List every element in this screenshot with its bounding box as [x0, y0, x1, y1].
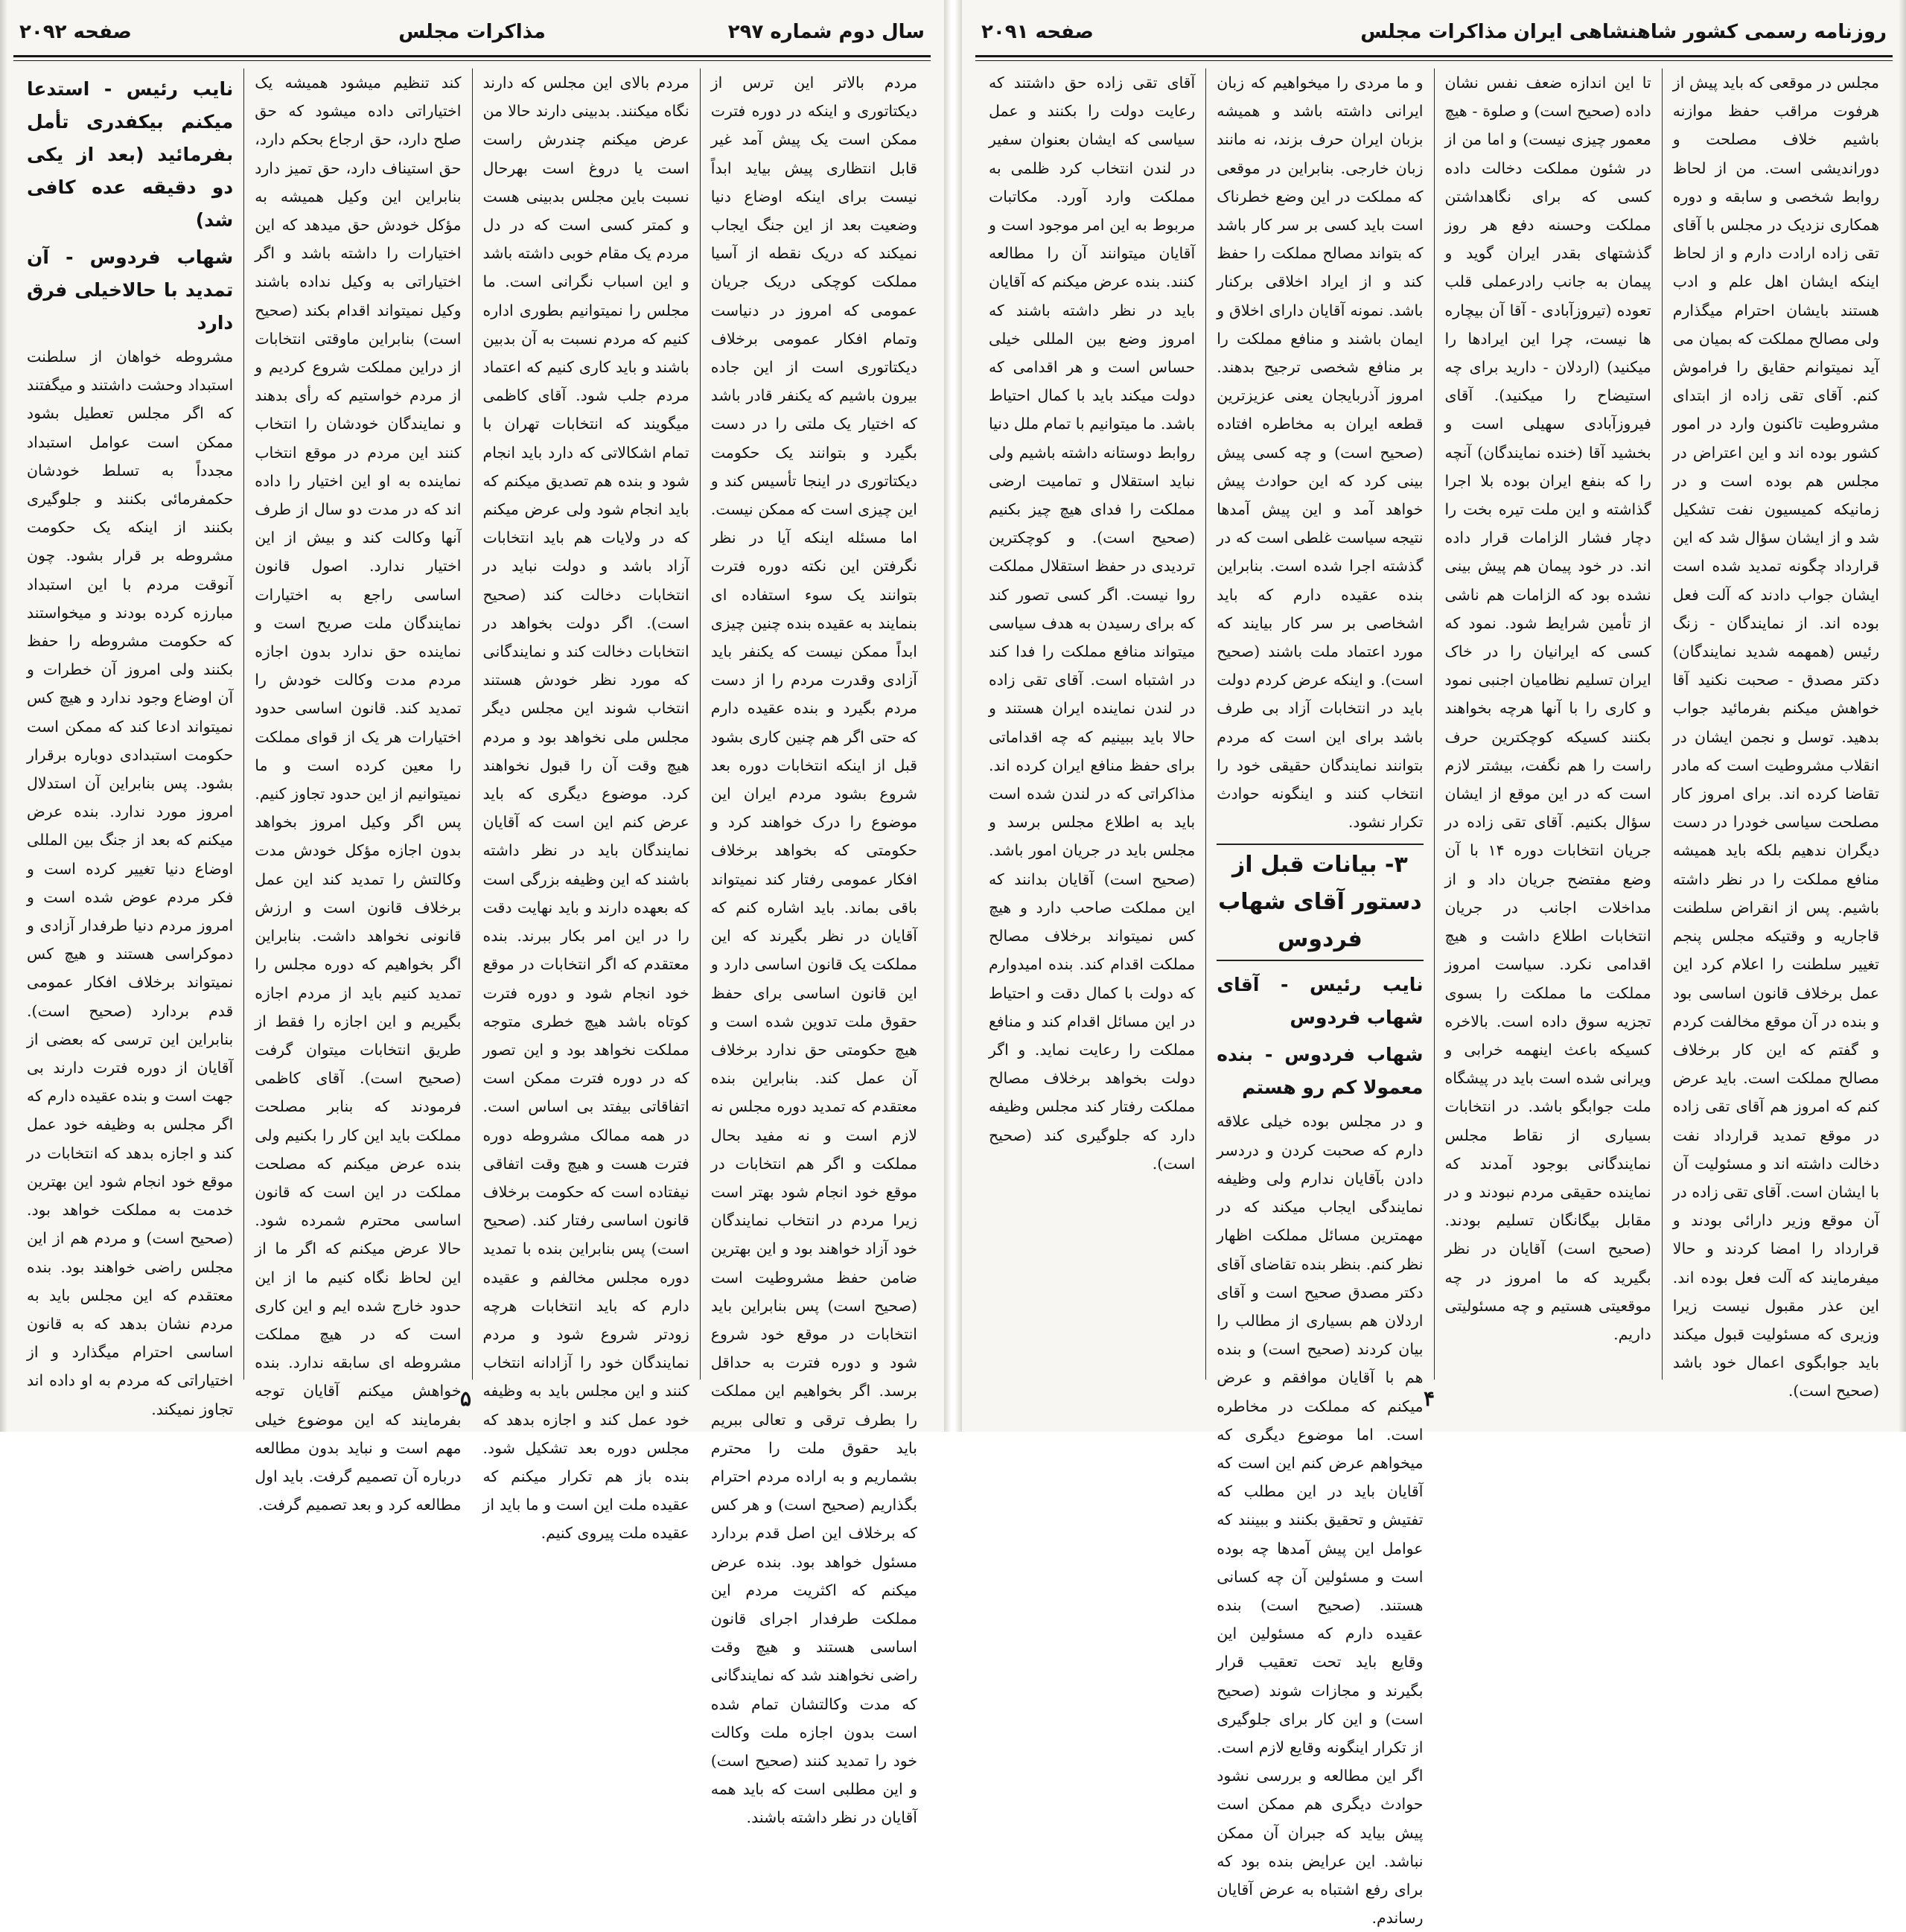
page-header — [975, 13, 1893, 57]
column-3 — [1205, 68, 1433, 1928]
header-issue: سال دوم شماره ۲۹۷ — [727, 21, 925, 43]
column-text: مجلس در موقعی که باید پیش از هرفوت مراقب حفظ موازنه باشیم خلاف مصلحت و دوراندیشی است. من از لحاظ روابط شخصی و سابقه و دوره همکاری نزدیک در مجلس با آقای تقی زاده ارادت دارم و از لحاظ اینکه ایشان اهل علم و ادب هستند بایشان احترام میگذارم ولی مصالح مملکت که بمیان می آید نمیتوانم حقایق را فراموش کنم. آقای تقی زاده از ابتدای مشروطیت تاکنون وارد در امور کشور بوده اند و این اعتراض در مجلس هم بوده است و در زمانیکه کمیسیون نفت تشکیل شد و از ایشان سؤال شد که این قرارداد چگونه تمدید شده است ایشان جواب دادند که آلت فعل بوده اند. از نمایندگان - زنگ رئیس (همهمه شدید نمایندگان) دکتر مصدق - صحبت نکنید آقا خواهش میکنم بفرمائید جواب بدهید. توسل و نجمن ایشان در انقلاب مشروطیت است که مادر تقاضا کرده اند. برای امروز کار مصلحت سیاسی خودرا در دست دیگران ندهیم بلکه باید همیشه منافع مملکت را در نظر داشته باشیم. پس از انقراض سلطنت قاجاریه و وقتیکه مجلس پنجم تغییر سلطنت را اعلام کرد این عمل برخلاف قانون اساسی بود و بنده در آن موقع مخالفت کردم و گفتم که این کار برخلاف مصالح مملکت است. باید عرض کنم که امروز هم آقای تقی زاده در موقع تمدید قرارداد نفت دخالت داشته اند و مسئولیت آن با ایشان است. آقای تقی زاده در آن موقع وزیر دارائی بودند و قرارداد را امضا کردند و حالا میفرمایند که آلت فعل بوده اند. این عذر مقبول نیست زیرا وزیری که مسئولیت قبول میکند باید جوابگوی اعمال خود باشد (صحیح است). — [1672, 74, 1879, 1400]
column-text: تا این اندازه ضعف نفس نشان داده (صحیح است) و صلوة - هیچ معمور چیزی نیست) و اما من از در شئون مملکت دخالت داده کسی که برای نگاهداشتن مملکت وحسنه دفع هر روز گذشتهای بقدر ایران گوید و پیمان به جانب رادرعملی قلب تعوده (تیروزآبادی - آقا آن بیچاره ها نیست، چرا این ایرادها را میکنید) (اردلان - دارید برای چه استیضاح را میکنید). آقای فیروزآبادی سهیلی است و بخشید آقا (خنده نمایندگان) آنچه را که بنفع ایران بوده بلا اجرا گذاشته و این ملت تیره بخت را دچار فشار الزامات قرار داده اند. در خود پیمان هم پیش بینی نشده بود که الزامات هم ناشی از تأمین شرایط شود. نمود که کسی که ایرانیان را در خاک ایران تسلیم نظامیان اجنبی نمود و کاری را با آنها هرچه بخواهند بکنند کسیکه کوچکترین حرف راست را هم نگفت، بیشتر لازم است که در این موقع از ایشان سؤال بکنیم. آقای تقی زاده در جریان انتخابات دوره ۱۴ با آن وضع مفتضح جریان داد و از مداخلات اجانب در جریان انتخابات اطلاع داشت و هیچ اقدامی نکرد. سیاست امروز مملکت ما مملکت را بسوی تجزیه سوق داده است. بالاخره کسیکه باعث اینهمه خرابی و ویرانی شده است باید در پیشگاه ملت جوابگو باشد. در انتخابات بسیاری از نقاط مجلس نمایندگانی بوجود آمدند که نماینده حقیقی مردم نبودند و در مقابل بیگانگان تسلیم بودند. (صحیح است) آقایان در نظر بگیرید که ما امروز در چه موقعیتی هستیم و چه مسئولیتی داریم. — [1444, 74, 1651, 1343]
column-2 — [1434, 68, 1662, 1380]
column-text: مشروطه خواهان از سلطنت استبداد وحشت داشتند و میگفتند که اگر مجلس تعطیل بشود ممکن است عوامل استبداد مجدداً به تسلط خودشان حکمفرمائی بکنند و جلوگیری بکنند از اینکه یک حکومت مشروطه بر قرار بشود. چون آنوقت مردم با این استبداد مبارزه کرده بودند و میخواستند که حکومت مشروطه را حفظ بکنند ولی امروز آن خطرات و آن اوضاع وجود ندارد و هیچ کس نمیتواند ادعا کند که ممکن است حکومت استبدادی دوباره برقرار بشود. پس بنابراین آن استدلال امروز مورد ندارد. بنده عرض میکنم که بعد از جنگ بین المللی اوضاع دنیا تغییر کرده است و فکر مردم عوض شده است و امروز مردم دنیا طرفدار آزادی و دموکراسی هستند و هیچ کس نمیتواند برخلاف افکار عمومی قدم بردارد (صحیح است). بنابراین این ترسی که بعضی از آقایان از دوره فترت دارند بی جهت است و بنده عقیده دارم که اگر مجلس به وظیفه خود عمل کند و اجازه بدهد که انتخابات در موقع خود انجام شود این بهترین خدمت به مملکت خواهد بود. (صحیح است) و مردم هم از این مجلس راضی خواهند بود. بنده معتقدم که این مجلس باید به مردم نشان بدهد که به قانون اساسی احترام میگذارد و از اختیاراتی که مردم به او داده اند تجاوز نمیکند. — [27, 348, 234, 1418]
header-page-ref: صفحه ۲۰۹۱ — [981, 21, 1094, 43]
column-1 — [1662, 68, 1890, 1400]
column-4 — [978, 68, 1205, 1380]
speaker-heading: شهاب فردوس - بنده معمولا کم رو هستم — [1217, 1044, 1424, 1099]
page-number: ۴ — [1424, 1386, 1435, 1411]
column-text: و ما مردی را میخواهیم که زبان ایرانی داشته باشد و همیشه بزبان ایران حرف بزند، نه مانند زبان خارجی. بنابراین در موقعی که مملکت در این وضع خطرناک است باید کسی بر سر کار باشد که بتواند مصالح مملکت را حفظ کند و از ایراد اخلاقی برکنار باشد. نمونه آقایان دارای اخلاق و ایمان باشند و منافع مملکت را بر منافع شخصی ترجیح بدهند. امروز آذربایجان یعنی عزیزترین قطعه ایران به مخاطره افتاده (صحیح است) و چه کسی پیش بینی کرد که این حوادث پیش خواهد آمد و این پیش آمدها نتیجه سیاست غلطی است که در گذشته اجرا شده است. بنابراین بنده عقیده دارم که باید اشخاصی بر سر کار بیایند که مورد اعتماد ملت باشند (صحیح است). و اینکه عرض کردم دولت باید در انتخابات آزاد بی طرف باشد برای این است که مردم بتوانند نمایندگان حقیقی خود را انتخاب کنند و اینگونه حوادث تکرار نشود. — [1217, 74, 1424, 832]
speaker-heading: نایب رئیس - استدعا میکنم بیکفدری تأمل بفرمائید (بعد از یکی دو دقیقه عده کافی شد) — [27, 78, 234, 231]
text-columns — [978, 68, 1890, 1928]
column-text: آقای تقی زاده حق داشتند که رعایت دولت را بکنند و عمل سیاسی که ایشان بعنوان سفیر در لندن انتخاب کرد ظلمی به مملکت وارد آورد. مکاتبات مربوط به این امر موجود است و آقایان میتوانند آن را مطالعه کنند. بنده عرض میکنم که آقایان باید در نظر داشته باشند که امروز وضع بین المللی خیلی حساس است و هر اقدامی که دولت میکند باید با کمال احتیاط باشد. ما میتوانیم با تمام ملل دنیا روابط دوستانه داشته باشیم ولی نباید استقلال و تمامیت ارضی مملکت را فدای هیچ چیز بکنیم (صحیح است). و کوچکترین تردیدی در حفظ استقلال مملکت روا نیست. اگر کسی تصور کند که برای رسیدن به هدف سیاسی میتواند منافع مملکت را فدا کند در اشتباه است. آقای تقی زاده در لندن نماینده ایران هستند و حالا باید ببینیم که چه اقداماتی برای حفظ منافع ایران کرده اند. مذاکراتی که در لندن شده است باید به اطلاع مجلس برسد و مجلس باید در جریان امور باشد. (صحیح است) آقایان بدانند که این مملکت صاحب دارد و هیچ کس نمیتواند برخلاف مصالح مملکت اقدام کند. بنده امیدوارم که دولت با کمال دقت و احتیاط در این مسائل اقدام کند و منافع مملکت را رعایت نماید. و اگر دولت بخواهد برخلاف مصالح مملکت رفتار کند مجلس وظیفه دارد که جلوگیری کند (صحیح است). — [989, 74, 1196, 1173]
page-header — [13, 13, 931, 57]
column-4 — [16, 68, 243, 1418]
header-page-ref: صفحه ۲۰۹۲ — [19, 21, 132, 43]
column-text: کند تنظیم میشود همیشه یک اختیاراتی داده میشود که حق صلح دارد، حق ارجاع بحکم دارد، حق استیناف دارد، حق تمیز دارد بنابراین این وکیل همیشه به مؤکل خودش حق میدهد که این اختیارات را داشته باشد و اگر اختیاراتی به وکیل نداده باشند وکیل نمیتواند اقدام بکند (صحیح است) بنابراین ماوقتی انتخابات از دراین مملکت شروع کردیم و از مردم خواستیم که رأی بدهند و نمایندگان خودشان را انتخاب کنند این مردم در موقع انتخاب نماینده به او این اختیار را داده اند که در مدت دو سال از طرف آنها وکالت کند و بیش از این اختیار ندارد. اصول قانون اساسی راجع به اختیارات نمایندگان ملت صریح است و نماینده حق ندارد بدون اجازه مردم مدت وکالت خودش را تمدید کند. قانون اساسی حدود اختیارات هر یک از قوای مملکت را معین کرده است و ما نمیتوانیم از این حدود تجاوز کنیم. پس اگر وکیل امروز بخواهد بدون اجازه مؤکل خودش مدت وکالتش را تمدید کند این عمل برخلاف قانون است و ارزش قانونی نخواهد داشت. بنابراین اگر بخواهیم که دوره مجلس را تمدید کنیم باید از مردم اجازه بگیریم و این اجازه را فقط از طریق انتخابات میتوان گرفت (صحیح است). آقای کاظمی فرمودند که بنابر مصلحت مملکت باید این کار را بکنیم ولی بنده عرض میکنم که مصلحت مملکت در این است که قانون اساسی محترم شمرده شود. حالا عرض میکنم که اگر ما از این لحاظ نگاه کنیم ما از این حدود خارج شده ایم و این کاری است که در هیچ مملکت مشروطه ای سابقه ندارد. بنده خواهش میکنم آقایان توجه بفرمایند که این موضوع خیلی مهم است و نباید بدون مطالعه درباره آن تصمیم گرفت. باید اول مطالعه کرد و بعد تصمیم گرفت. — [255, 74, 462, 1514]
header-gazette: روزنامه رسمی کشور شاهنشاهی ایران — [1513, 21, 1887, 43]
header-rule — [13, 60, 931, 61]
column-1 — [700, 68, 928, 1827]
header-title: مذاکرات مجلس — [1360, 21, 1508, 43]
book-gutter — [944, 0, 962, 1432]
page-edge — [1899, 0, 1906, 1432]
column-3 — [243, 68, 471, 1514]
column-text: و در مجلس بوده خیلی علاقه دارم که صحبت کردن و دردسر دادن بآقایان ندارم ولی وظیفه نمایندگی ایجاب میکند که در مهمترین مسائل مملکت اظهار نظر کنم. بنظر بنده تقاضای آقای دکتر مصدق صحیح است و آقای اردلان هم بسیاری از مطالب را بیان کردند (صحیح است) و بنده هم با آقایان موافقم و عرض میکنم که مملکت در مخاطره است. اما موضوع دیگری که میخواهم عرض کنم این است که آقایان باید در این مطلب که تفتیش و تحقیق بکنند و ببینند که عوامل این پیش آمدها چه بوده است و مسئولین آن چه کسانی هستند. (صحیح است) بنده عقیده دارم که مسئولین این وقایع باید تحت تعقیب قرار بگیرند و مجازات شوند (صحیح است) و این کار برای جلوگیری از تکرار اینگونه وقایع لازم است. اگر این مطالعه و بررسی نشود حوادث دیگری هم ممکن است پیش بیاید که جبران آن ممکن نباشد. این عرایض بنده بود که برای رفع اشتباه به عرض آقایان رساندم. — [1217, 1112, 1424, 1928]
column-text: مردم بالاتر این ترس از دیکتاتوری و اینکه در دوره فترت ممکن است یک پیش آمد غیر قابل انتظاری پیش بیاید ابداً نیست برای اینکه اوضاع دنیا وضعیت بعد از این جنگ ایجاب نمیکند که دریک نقطه از آسیا مملکت کوچکی دریک جریان عمومی که امروز در دنیاست وتمام افکار عمومی برخلاف دیکتاتوری است از این جاده بیرون باشیم که یکنفر قادر باشد که اختیار یک ملتی را در دست بگیرد و بتوانند یک حکومت دیکتاتوری در اینجا تأسیس کند و این چیزی است که ممکن نیست. اما مسئله اینکه آیا در نظر نگرفتن این نکته دوره فترت بتوانند یک سوء استفاده ای بنمایند به عقیده بنده چنین چیزی ابداً ممکن نیست که یکنفر باید آزادی وقدرت مردم را از دست مردم بگیرد و بنده عقیده دارم که حتی اگر هم چنین کاری بشود قبل از اینکه انتخابات دوره بعد شروع بشود مردم ایران این موضوع را درک خواهند کرد و حکومتی که بخواهد برخلاف افکار عمومی رفتار کند نمیتواند باقی بماند. باید اشاره کنم که آقایان در نظر بگیرند که این مملکت یک قانون اساسی دارد و این قانون اساسی برای حفظ حقوق ملت تدوین شده است و هیچ حکومتی حق ندارد برخلاف آن عمل کند. بنابراین بنده معتقدم که تمدید دوره مجلس نه لازم است و نه مفید بحال مملکت و اگر هم انتخابات در موقع خود انجام شود بهتر است زیرا مردم در انتخاب نمایندگان خود آزاد خواهند بود و این بهترین ضامن حفظ مشروطیت است (صحیح است) پس بنابراین باید انتخابات در موقع خود شروع شود و دوره فترت به حداقل برسد. اگر بخواهیم این مملکت را بطرف ترقی و تعالی ببریم باید حقوق ملت را محترم بشماریم و به اراده مردم احترام بگذاریم (صحیح است) و هر کس که برخلاف این اصل قدم بردارد مسئول خواهد بود. بنده عرض میکنم که اکثریت مردم این مملکت طرفدار اجرای قانون اساسی هستند و هیچ وقت راضی نخواهند شد که نمایندگانی که مدت وکالتشان تمام شده است بدون اجازه ملت وکالت خود را تمدید کنند (صحیح است) و این مطلبی است که باید همه آقایان در نظر داشته باشند. — [710, 74, 917, 1827]
speaker-heading: نایب رئیس - آقای شهاب فردوس — [1217, 974, 1424, 1029]
left-page — [0, 0, 944, 1827]
speaker-heading: شهاب فردوس - آن تمدید با حالاخیلی فرق دارد — [27, 246, 234, 334]
header-title: مذاکرات مجلس — [398, 21, 546, 43]
column-text: مردم بالای این مجلس که دارند نگاه میکنند. بدبینی دارند حالا من عرض میکنم چندرش راست است یا دروغ است بهرحال نسبت باین مجلس بدبینی هست و کمتر کسی است که در دل مردم یک مقام خوبی داشته باشد و این اسباب نگرانی است. ما مجلس را نمیتوانیم بطوری اداره کنیم که مردم نسبت به آن بدبین باشند و باید کاری کنیم که اعتماد مردم جلب شود. آقای کاظمی میگویند که انتخابات تهران با تمام اشکالاتی که دارد باید انجام شود و بنده هم تصدیق میکنم که باید انجام شود ولی عرض میکنم که در ولایات هم باید انتخابات آزاد باشد و دولت نباید در انتخابات دخالت کند (صحیح است). اگر دولت بخواهد در انتخابات دخالت کند و نمایندگانی که مورد نظر خودش هستند انتخاب شوند این مجلس دیگر مجلس ملی نخواهد بود و مردم هیچ وقت آن را قبول نخواهند کرد. موضوع دیگری که باید عرض کنم این است که آقایان نمایندگان باید در نظر داشته باشند که این وظیفه بزرگی است که بعهده دارند و باید نهایت دقت را در این امر بکار ببرند. بنده معتقدم که اگر انتخابات در موقع خود انجام شود و دوره فترت کوتاه باشد هیچ خطری متوجه مملکت نخواهد بود و این تصور که در دوره فترت ممکن است اتفاقاتی بیفتد بی اساس است. در همه ممالک مشروطه دوره فترت هست و هیچ وقت اتفاقی نیفتاده است که حکومت برخلاف قانون اساسی رفتار کند. (صحیح است) پس بنابراین بنده با تمدید دوره مجلس مخالفم و عقیده دارم که باید انتخابات هرچه زودتر شروع شود و مردم نمایندگان خود را آزادانه انتخاب کنند و این مجلس باید به وظیفه خود عمل کند و اجازه بدهد که مجلس دوره بعد تشکیل شود. بنده باز هم تکرار میکنم که عقیده ملت این است و ما باید از عقیده ملت پیروی کنیم. — [482, 74, 689, 1543]
right-page — [962, 0, 1906, 1928]
text-columns — [16, 68, 928, 1827]
header-rule — [975, 60, 1893, 61]
column-2 — [472, 68, 700, 1543]
page-number: ۵ — [460, 1386, 472, 1411]
page-edge — [0, 0, 7, 1432]
section-heading: ۳- بیانات قبل از دستور آقای شهاب فردوس — [1217, 844, 1423, 961]
